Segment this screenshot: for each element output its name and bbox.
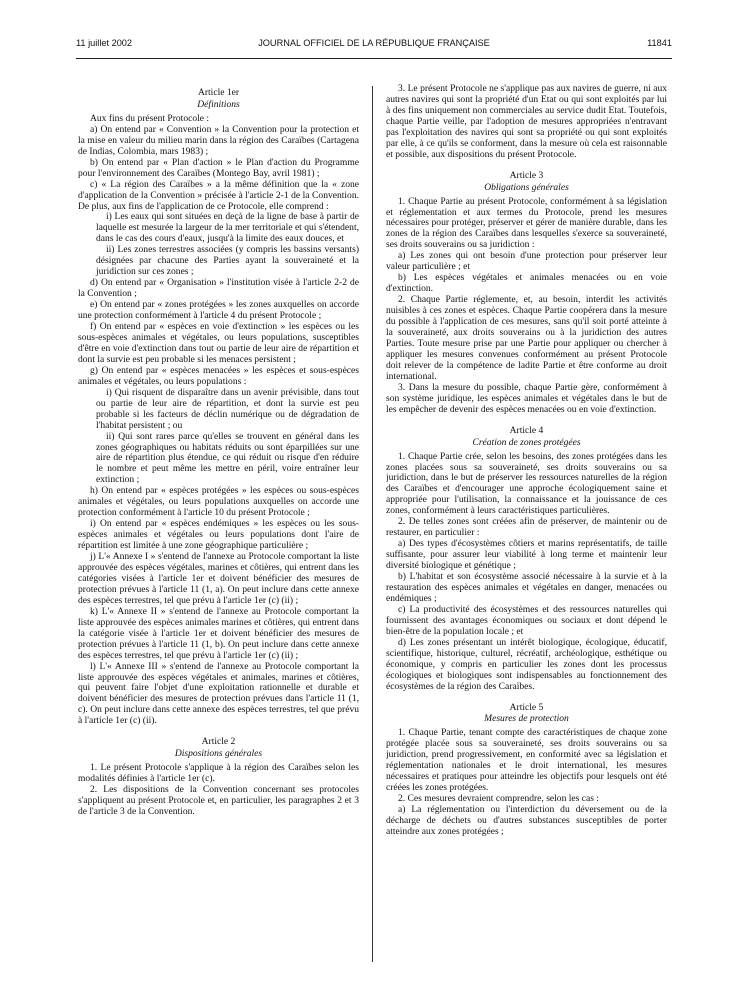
column-divider bbox=[372, 86, 373, 962]
article-1-subtitle: Définitions bbox=[197, 98, 240, 110]
article-5-subtitle: Mesures de protection bbox=[484, 713, 569, 725]
paragraph: c) « La région des Caraïbes » a la même définition que la « zone d'application de la Convention » précisée à l'article 2-1 de la Convention. De plus, aux fins de l'application de ce Protocole, elle comprend : bbox=[78, 178, 359, 212]
paragraph: d) Les zones présentant un intérêt biologique, écologique, éducatif, scientifique, historique, culturel, récréatif, archéologique, esthétique ou économique, y compris en particulier les zones dont les processus écologiques et biologiques sont indispensables au fonctionnement des écosystèmes de la région des Caraïbes. bbox=[386, 636, 667, 692]
paragraph: l) L'« Annexe III » s'entend de l'annexe au Protocole comportant la liste approuvée des espèces végétales et animales, marines et côtières, qui peuvent faire l'objet d'une exploitation rationnelle et durable et doivent bénéficier des mesures de protection prévues dans l'article 11 (1, c). On peut inclure dans cette annexe des espèces terrestres, tel que prévu à l'article 1er (c) (ii). bbox=[78, 660, 359, 727]
header-rule bbox=[76, 58, 672, 59]
left-column bbox=[78, 84, 359, 964]
paragraph: j) L'« Annexe I » s'entend de l'annexe au Protocole comportant la liste approuvée des espèces végétales, marines et côtières, qui entrent dans les catégories visées à l'article 1er et doivent bénéficier des mesures de protection prévues à l'article 11 (1, a). On peut inclure dans cette annexe des espèces terrestres, tel que prévu à l'article 1er (c) (ii) ; bbox=[78, 551, 359, 606]
paragraph: 2. De telles zones sont créées afin de préserver, de maintenir ou de restaurer, en particulier : bbox=[386, 516, 667, 539]
paragraph: 1. Chaque Partie, tenant compte des caractéristiques de chaque zone protégée placée sous sa souveraineté, ses droits souverains ou sa juridiction, prend progressivement, en conformité avec sa législation et réglementation nationales et le droit international, les mesures nécessaires et pratiques pour atteindre les objectifs pour lesquels ont été créées les zones protégées. bbox=[386, 727, 667, 794]
paragraph-subitem: ii) Les zones terrestres associées (y compris les bassins versants) désignées par chacune des Parties ayant la souveraineté et la juridiction sur ces zones ; bbox=[96, 244, 359, 278]
paragraph: g) On entend par « espèces menacées » les espèces et sous-espèces animales et végétales, ou leurs populations : bbox=[78, 364, 359, 387]
paragraph: 1. Le présent Protocole s'applique à la région des Caraïbes selon les modalités définies à l'article 1er (c). bbox=[78, 762, 359, 785]
paragraph-subitem: i) Qui risquent de disparaître dans un avenir prévisible, dans tout ou partie de leur aire de répartition, et dont la survie est peu probable si les facteurs de déclin numérique ou de dégradation de l'habitat persistent ; ou bbox=[96, 386, 359, 431]
paragraph: 1. Chaque Partie au présent Protocole, conformément à sa législation et réglementation et aux termes du Protocole, prend les mesures nécessaires pour protéger, préserver et gérer de manière durable, dans les zones de la région des Caraïbes dans lesquelles s'exerce sa souveraineté, ses droits souverains ou sa juridiction : bbox=[386, 195, 667, 251]
paragraph: b) On entend par « Plan d'action » le Plan d'action du Programme pour l'environnement des Caraïbes (Montego Bay, avril 1981) ; bbox=[78, 156, 359, 179]
article-1-heading: Article 1er bbox=[197, 87, 240, 98]
article-3-subtitle: Obligations générales bbox=[484, 181, 569, 193]
paragraph-subitem: ii) Qui sont rares parce qu'elles se trouvent en général dans les zones géographiques ou habitats réduits ou sont éparpillées sur une aire de répartition plus étendue, ce qui réduit ou risque d'en réduire le nombre et peut même les mettre en péril, voire entraîner leur extinction ; bbox=[96, 430, 359, 486]
paragraph: i) On entend par « espèces endémiques » les espèces ou les sous-espèces animales et végétales ou leurs populations dont l'aire de répartition est limitée à une zone géographique particulière ; bbox=[78, 518, 359, 552]
paragraph: a) La réglementation ou l'interdiction du déversement ou de la décharge de déchets ou d'autres substances susceptibles de porter atteindre aux zones protégées ; bbox=[386, 804, 667, 837]
paragraph: 3. Dans la mesure du possible, chaque Partie gère, conformément à son système juridique, les espèces animales et végétales dans le but de les empêcher de devenir des espèces menacées ou en voie d'extinction. bbox=[386, 381, 667, 415]
article-5-heading: Article 5 bbox=[509, 701, 544, 713]
paragraph: f) On entend par « espèces en voie d'extinction » les espèces ou les sous-espèces animales et végétales, ou leurs populations, susceptibles d'être en voie d'extinction dans tout ou partie de leur aire de répartition et dont la survie est peu probable si les menaces persistent ; bbox=[78, 321, 359, 365]
paragraph-subitem: i) Les eaux qui sont situées en deçà de la ligne de base à partir de laquelle est mesurée la largeur de la mer territoriale et qui s'étendent, dans le cas des cours d'eaux, jusqu'à la limite des eaux douces, et bbox=[96, 211, 359, 245]
paragraph: b) Les espèces végétales et animales menacées ou en voie d'extinction. bbox=[386, 272, 667, 295]
article-2-heading: Article 2 bbox=[201, 736, 236, 748]
header-journal-title: JOURNAL OFFICIEL DE LA RÉPUBLIQUE FRANÇAISE bbox=[258, 38, 490, 48]
paragraph: b) L'habitat et son écosystème associé nécessaire à la survie et à la restauration des espèces animales et végétales en danger, menacées ou endémiques ; bbox=[386, 571, 667, 604]
paragraph: a) Des types d'écosystèmes côtiers et marins représentatifs, de taille suffisante, pour assurer leur viabilité à long terme et maintenir leur diversité biologique et génétique ; bbox=[386, 538, 667, 572]
paragraph: a) On entend par « Convention » la Convention pour la protection et la mise en valeur du milieu marin dans la région des Caraïbes (Cartagena de Indias, Colombia, mars 1983) ; bbox=[78, 123, 359, 157]
paragraph: Aux fins du présent Protocole : bbox=[90, 112, 210, 124]
paragraph: k) L'« Annexe II » s'entend de l'annexe au Protocole comportant la liste approuvée des espèces animales marines et côtières, qui entrent dans la catégorie visée à l'article 1er et doivent bénéficier des mesures de protection prévues à l'article 11 (1, b). On peut inclure dans cette annexe des espèces terrestres, tel que prévu à l'article 1er (c) (ii) ; bbox=[78, 605, 359, 661]
header-date: 11 juillet 2002 bbox=[76, 38, 133, 48]
paragraph: 2. Les dispositions de la Convention concernant ses protocoles s'appliquent au présent Protocole et, en particulier, les paragraphes 2 et 3 de l'article 3 de la Convention. bbox=[78, 784, 359, 817]
paragraph: 2. Chaque Partie réglemente, et, au besoin, interdit les activités nuisibles à ces zones et espèces. Chaque Partie coopérera dans la mesure du possible à l'application de ces mesures, sans qu'il soit porté atteinte à la souveraineté, aux droits souverains ou à la juridiction des autres Parties. Toute mesure prise par une Partie pour appliquer ou chercher à appliquer les mesures convenues conformément au présent Protocole doit relever de la compétence de ladite Partie et être conforme au droit international. bbox=[386, 294, 667, 382]
article-4-heading: Article 4 bbox=[509, 424, 544, 436]
header-page-number: 11841 bbox=[647, 38, 672, 48]
page-header bbox=[76, 38, 672, 52]
right-column bbox=[386, 84, 667, 964]
paragraph: 1. Chaque Partie crée, selon les besoins, des zones protégées dans les zones placées sous sa souveraineté, ses droits souverains ou sa juridiction, dans le but de préserver les ressources naturelles de la région des Caraïbes et d'encourager une approche écologiquement saine et appropriée pour l'utilisation, la connaissance et la jouissance de ces zones, conformément à leurs caractéristiques particulières. bbox=[386, 450, 667, 517]
article-4-subtitle: Création de zones protégées bbox=[472, 436, 581, 448]
paragraph: c) La productivité des écosystèmes et des ressources naturelles qui fournissent des avantages économiques ou sociaux et dont dépend le bien-être de la population locale ; et bbox=[386, 603, 667, 637]
paragraph: e) On entend par « zones protégées » les zones auxquelles on accorde une protection conformément à l'article 4 du présent Protocole ; bbox=[78, 299, 359, 322]
paragraph: a) Les zones qui ont besoin d'une protection pour préserver leur valeur particulière ; et bbox=[386, 250, 667, 273]
paragraph: d) On entend par « Organisation » l'institution visée à l'article 2-2 de la Convention ; bbox=[78, 277, 359, 300]
paragraph: h) On entend par « espèces protégées » les espèces ou sous-espèces animales et végétales, ou leurs populations auxquelles on accorde une protection conformément à l'article 10 du présent Protocole ; bbox=[78, 485, 359, 519]
paragraph: 2. Ces mesures devraient comprendre, selon les cas : bbox=[398, 793, 599, 805]
paragraph: 3. Le présent Protocole ne s'applique pas aux navires de guerre, ni aux autres navires qui sont la propriété d'un Etat ou qui sont exploités par lui à des fins uniquement non commerciales au service dudit Etat. Toutefois, chaque Partie veille, par l'adoption de mesures appropriées n'entravant pas l'exploitation des navires qui sont sa propriété ou qui sont exploités par elle, à ce qu'ils se conforment, dans la mesure où cela est raisonnable et possible, aux dispositions du présent Protocole. bbox=[386, 84, 667, 160]
article-2-subtitle: Dispositions générales bbox=[174, 748, 263, 760]
article-3-heading: Article 3 bbox=[509, 169, 544, 181]
